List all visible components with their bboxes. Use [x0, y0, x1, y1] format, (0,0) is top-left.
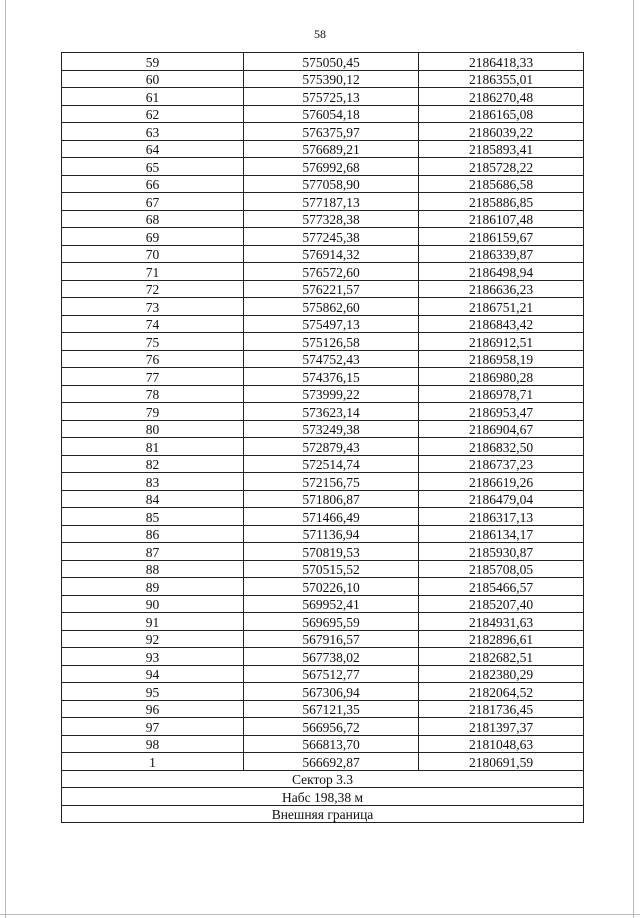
table-row — [62, 718, 584, 736]
y-coordinate-cell: 2186980,28 — [419, 368, 584, 386]
point-number-cell: 89 — [62, 578, 244, 596]
x-coordinate-cell: 570819,53 — [244, 543, 419, 561]
y-coordinate-cell: 2181736,45 — [419, 700, 584, 718]
y-coordinate-cell: 2186751,21 — [419, 298, 584, 316]
point-number-cell: 91 — [62, 613, 244, 631]
x-coordinate-cell: 570226,10 — [244, 578, 419, 596]
x-coordinate-cell: 575497,13 — [244, 315, 419, 333]
y-coordinate-cell: 2185466,57 — [419, 578, 584, 596]
table-row — [62, 140, 584, 158]
point-number-cell: 65 — [62, 158, 244, 176]
table-row — [62, 543, 584, 561]
point-number-cell: 94 — [62, 665, 244, 683]
point-number-cell: 86 — [62, 525, 244, 543]
page-number: 58 — [314, 27, 326, 41]
table-row — [62, 175, 584, 193]
y-coordinate-cell: 2186953,47 — [419, 403, 584, 421]
y-coordinate-cell: 2186619,26 — [419, 473, 584, 491]
x-coordinate-cell: 567306,94 — [244, 683, 419, 701]
point-number-cell: 64 — [62, 140, 244, 158]
table-row — [62, 298, 584, 316]
y-coordinate-cell: 2186832,50 — [419, 438, 584, 456]
table-row — [62, 280, 584, 298]
point-number-cell: 73 — [62, 298, 244, 316]
y-coordinate-cell: 2181048,63 — [419, 735, 584, 753]
y-coordinate-cell: 2186317,13 — [419, 508, 584, 526]
nabs-label: Набс 198,38 м — [62, 788, 584, 806]
table-row — [62, 595, 584, 613]
x-coordinate-cell: 572879,43 — [244, 438, 419, 456]
table-row — [62, 753, 584, 771]
table-row — [62, 438, 584, 456]
table-row — [62, 508, 584, 526]
x-coordinate-cell: 567738,02 — [244, 648, 419, 666]
point-number-cell: 61 — [62, 88, 244, 106]
y-coordinate-cell: 2185207,40 — [419, 595, 584, 613]
sector-label: Сектор 3.3 — [62, 770, 584, 788]
table-row — [62, 158, 584, 176]
point-number-cell: 92 — [62, 630, 244, 648]
boundary-row — [62, 805, 584, 823]
x-coordinate-cell: 574752,43 — [244, 350, 419, 368]
table-row — [62, 403, 584, 421]
y-coordinate-cell: 2185686,58 — [419, 175, 584, 193]
table-row — [62, 350, 584, 368]
x-coordinate-cell: 573249,38 — [244, 420, 419, 438]
table-row — [62, 420, 584, 438]
point-number-cell: 59 — [62, 53, 244, 71]
y-coordinate-cell: 2186339,87 — [419, 245, 584, 263]
table-row — [62, 88, 584, 106]
point-number-cell: 95 — [62, 683, 244, 701]
x-coordinate-cell: 567121,35 — [244, 700, 419, 718]
table-row — [62, 473, 584, 491]
y-coordinate-cell: 2186159,67 — [419, 228, 584, 246]
point-number-cell: 93 — [62, 648, 244, 666]
point-number-cell: 83 — [62, 473, 244, 491]
y-coordinate-cell: 2182064,52 — [419, 683, 584, 701]
table-row — [62, 630, 584, 648]
point-number-cell: 63 — [62, 123, 244, 141]
y-coordinate-cell: 2186165,08 — [419, 105, 584, 123]
table-row — [62, 368, 584, 386]
table-row — [62, 385, 584, 403]
point-number-cell: 71 — [62, 263, 244, 281]
point-number-cell: 78 — [62, 385, 244, 403]
y-coordinate-cell: 2186978,71 — [419, 385, 584, 403]
point-number-cell: 80 — [62, 420, 244, 438]
table-row — [62, 123, 584, 141]
x-coordinate-cell: 576375,97 — [244, 123, 419, 141]
point-number-cell: 76 — [62, 350, 244, 368]
x-coordinate-cell: 575390,12 — [244, 70, 419, 88]
point-number-cell: 70 — [62, 245, 244, 263]
point-number-cell: 96 — [62, 700, 244, 718]
point-number-cell: 90 — [62, 595, 244, 613]
table-row — [62, 315, 584, 333]
y-coordinate-cell: 2185893,41 — [419, 140, 584, 158]
point-number-cell: 84 — [62, 490, 244, 508]
y-coordinate-cell: 2182682,51 — [419, 648, 584, 666]
point-number-cell: 62 — [62, 105, 244, 123]
x-coordinate-cell: 576572,60 — [244, 263, 419, 281]
y-coordinate-cell: 2186904,67 — [419, 420, 584, 438]
y-coordinate-cell: 2185708,05 — [419, 560, 584, 578]
point-number-cell: 1 — [62, 753, 244, 771]
x-coordinate-cell: 575725,13 — [244, 88, 419, 106]
y-coordinate-cell: 2185728,22 — [419, 158, 584, 176]
x-coordinate-cell: 575126,58 — [244, 333, 419, 351]
point-number-cell: 97 — [62, 718, 244, 736]
y-coordinate-cell: 2186270,48 — [419, 88, 584, 106]
y-coordinate-cell: 2186498,94 — [419, 263, 584, 281]
table-row — [62, 333, 584, 351]
x-coordinate-cell: 566692,87 — [244, 753, 419, 771]
table-row — [62, 193, 584, 211]
point-number-cell: 85 — [62, 508, 244, 526]
table-row — [62, 648, 584, 666]
y-coordinate-cell: 2186134,17 — [419, 525, 584, 543]
y-coordinate-cell: 2185886,85 — [419, 193, 584, 211]
x-coordinate-cell: 570515,52 — [244, 560, 419, 578]
table-row — [62, 613, 584, 631]
y-coordinate-cell: 2180691,59 — [419, 753, 584, 771]
y-coordinate-cell: 2186636,23 — [419, 280, 584, 298]
x-coordinate-cell: 577245,38 — [244, 228, 419, 246]
x-coordinate-cell: 569952,41 — [244, 595, 419, 613]
x-coordinate-cell: 577328,38 — [244, 210, 419, 228]
table-row — [62, 53, 584, 71]
x-coordinate-cell: 572514,74 — [244, 455, 419, 473]
table-row — [62, 263, 584, 281]
y-coordinate-cell: 2186107,48 — [419, 210, 584, 228]
table-row — [62, 578, 584, 596]
y-coordinate-cell: 2182380,29 — [419, 665, 584, 683]
point-number-cell: 87 — [62, 543, 244, 561]
point-number-cell: 82 — [62, 455, 244, 473]
x-coordinate-cell: 569695,59 — [244, 613, 419, 631]
x-coordinate-cell: 576992,68 — [244, 158, 419, 176]
x-coordinate-cell: 571136,94 — [244, 525, 419, 543]
y-coordinate-cell: 2185930,87 — [419, 543, 584, 561]
nabs-row — [62, 788, 584, 806]
point-number-cell: 60 — [62, 70, 244, 88]
table-row — [62, 70, 584, 88]
coordinates-table-footer — [62, 770, 584, 823]
x-coordinate-cell: 566956,72 — [244, 718, 419, 736]
y-coordinate-cell: 2184931,63 — [419, 613, 584, 631]
point-number-cell: 72 — [62, 280, 244, 298]
y-coordinate-cell: 2186958,19 — [419, 350, 584, 368]
y-coordinate-cell: 2186479,04 — [419, 490, 584, 508]
x-coordinate-cell: 574376,15 — [244, 368, 419, 386]
y-coordinate-cell: 2186912,51 — [419, 333, 584, 351]
y-coordinate-cell: 2186418,33 — [419, 53, 584, 71]
x-coordinate-cell: 571466,49 — [244, 508, 419, 526]
point-number-cell: 79 — [62, 403, 244, 421]
table-row — [62, 245, 584, 263]
point-number-cell: 98 — [62, 735, 244, 753]
y-coordinate-cell: 2186039,22 — [419, 123, 584, 141]
table-row — [62, 455, 584, 473]
y-coordinate-cell: 2186843,42 — [419, 315, 584, 333]
x-coordinate-cell: 567916,57 — [244, 630, 419, 648]
table-row — [62, 560, 584, 578]
table-row — [62, 525, 584, 543]
x-coordinate-cell: 572156,75 — [244, 473, 419, 491]
x-coordinate-cell: 577058,90 — [244, 175, 419, 193]
table-row — [62, 700, 584, 718]
boundary-label: Внешняя граница — [62, 805, 584, 823]
point-number-cell: 77 — [62, 368, 244, 386]
x-coordinate-cell: 576054,18 — [244, 105, 419, 123]
y-coordinate-cell: 2186737,23 — [419, 455, 584, 473]
y-coordinate-cell: 2181397,37 — [419, 718, 584, 736]
scan-left-edge — [5, 0, 6, 918]
point-number-cell: 69 — [62, 228, 244, 246]
x-coordinate-cell: 576914,32 — [244, 245, 419, 263]
table-row — [62, 683, 584, 701]
point-number-cell: 67 — [62, 193, 244, 211]
x-coordinate-cell: 567512,77 — [244, 665, 419, 683]
table-row — [62, 490, 584, 508]
x-coordinate-cell: 575862,60 — [244, 298, 419, 316]
coordinates-table — [61, 52, 584, 823]
point-number-cell: 88 — [62, 560, 244, 578]
table-row — [62, 228, 584, 246]
x-coordinate-cell: 575050,45 — [244, 53, 419, 71]
table-row — [62, 735, 584, 753]
table-row — [62, 665, 584, 683]
sector-row — [62, 770, 584, 788]
table-row — [62, 105, 584, 123]
point-number-cell: 66 — [62, 175, 244, 193]
scan-bottom-edge — [0, 914, 640, 915]
x-coordinate-cell: 573623,14 — [244, 403, 419, 421]
x-coordinate-cell: 571806,87 — [244, 490, 419, 508]
point-number-cell: 68 — [62, 210, 244, 228]
scan-right-edge — [633, 0, 634, 918]
point-number-cell: 75 — [62, 333, 244, 351]
point-number-cell: 81 — [62, 438, 244, 456]
x-coordinate-cell: 576221,57 — [244, 280, 419, 298]
x-coordinate-cell: 576689,21 — [244, 140, 419, 158]
x-coordinate-cell: 566813,70 — [244, 735, 419, 753]
y-coordinate-cell: 2182896,61 — [419, 630, 584, 648]
x-coordinate-cell: 573999,22 — [244, 385, 419, 403]
coordinates-table-body — [62, 53, 584, 771]
table-row — [62, 210, 584, 228]
x-coordinate-cell: 577187,13 — [244, 193, 419, 211]
y-coordinate-cell: 2186355,01 — [419, 70, 584, 88]
point-number-cell: 74 — [62, 315, 244, 333]
